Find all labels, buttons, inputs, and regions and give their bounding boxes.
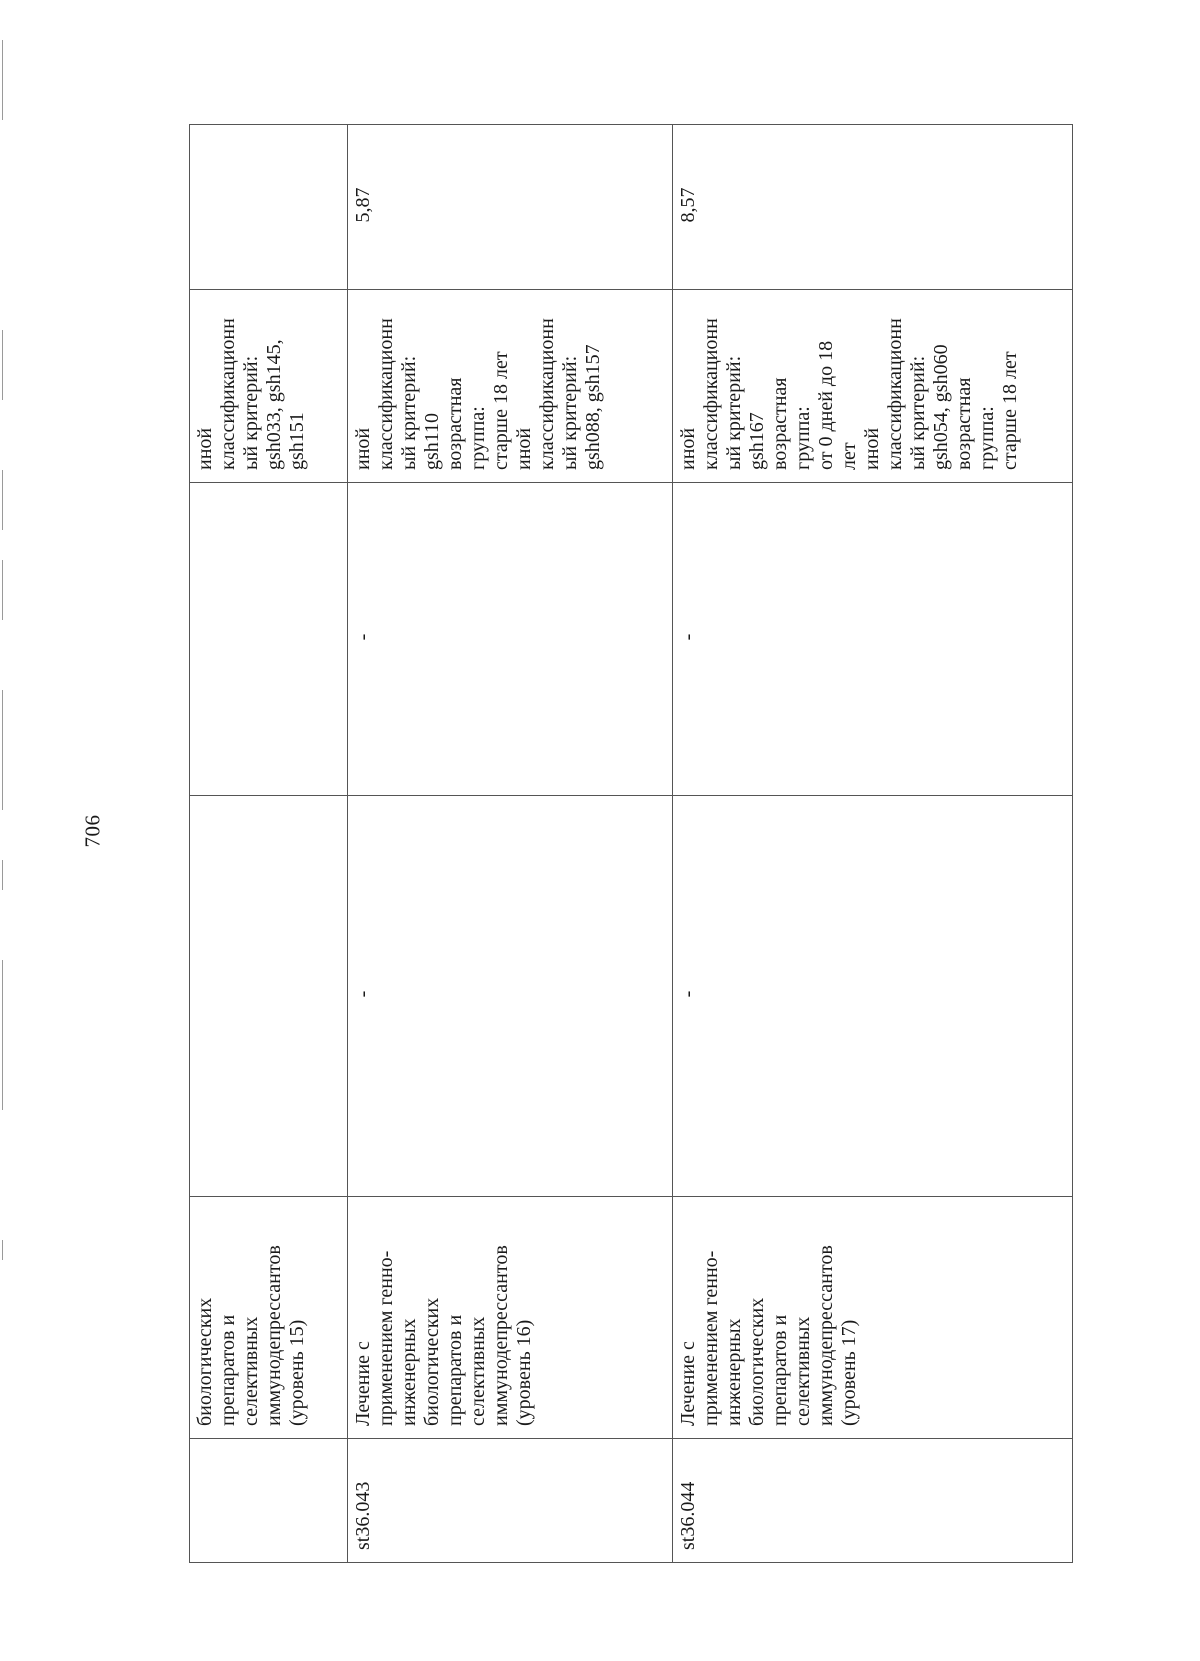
- page-number: 706: [80, 814, 105, 848]
- criteria-cell-line: gsh054, gsh060: [930, 344, 952, 470]
- col4-cell: [190, 483, 348, 796]
- criteria-cell-line: иной: [194, 427, 216, 470]
- criteria-cell-line: от 0 дней до 18: [815, 340, 837, 470]
- table-body: [190, 125, 1073, 1563]
- ksg-name-cell: [673, 1197, 1073, 1439]
- ksg-name-cell-line: селективных: [240, 1316, 262, 1426]
- criteria-cell-line: ый критерий:: [723, 355, 745, 470]
- ksg-name-cell-line: биологических: [194, 1297, 216, 1426]
- col4-cell: -: [348, 483, 673, 796]
- criteria-cell-line: старше 18 лет: [999, 351, 1021, 470]
- criteria-cell: [190, 290, 348, 483]
- criteria-cell-line: классификационн: [884, 318, 906, 470]
- criteria-cell-line: gsh033, gsh145,: [263, 339, 285, 470]
- ksg-name-cell-line: инженерных: [723, 1318, 745, 1426]
- criteria-cell: [673, 290, 1073, 483]
- criteria-cell-line: ый критерий:: [398, 355, 420, 470]
- criteria-cell-line: возрастная: [953, 377, 975, 470]
- criteria-cell-line: возрастная: [444, 377, 466, 470]
- ksg-name-cell-line: селективных: [792, 1316, 814, 1426]
- ksg-name-cell-line: Лечение с: [677, 1341, 699, 1426]
- criteria-cell-line: иной: [352, 427, 374, 470]
- ksg-name-cell-line: иммунодепрессантов: [815, 1245, 837, 1426]
- criteria-cell-line: иной: [513, 427, 535, 470]
- ksg-name-cell-line: (уровень 16): [513, 1319, 535, 1426]
- ksg-name-cell-line: (уровень 17): [838, 1319, 860, 1426]
- criteria-cell-line: классификационн: [217, 318, 239, 470]
- coefficient-cell: [190, 125, 348, 290]
- ksg-name-cell-line: биологических: [746, 1297, 768, 1426]
- coefficient-cell: 8,57: [673, 125, 1073, 290]
- criteria-cell-line: классификационн: [536, 318, 558, 470]
- col3-cell: -: [348, 796, 673, 1197]
- table-row: [673, 125, 1073, 1563]
- table-wrapper: [189, 125, 1072, 1563]
- table-row: [190, 125, 348, 1563]
- ksg-code-cell: st36.043: [348, 1439, 673, 1563]
- criteria-cell-line: старше 18 лет: [490, 351, 512, 470]
- ksg-name-cell-line: препаратов и: [217, 1314, 239, 1426]
- col3-cell: -: [673, 796, 1073, 1197]
- rotated-table-area: [189, 125, 1072, 1563]
- ksg-code-cell: st36.044: [673, 1439, 1073, 1563]
- col3-cell: [190, 796, 348, 1197]
- criteria-cell-line: группа:: [976, 406, 998, 470]
- ksg-name-cell: [190, 1197, 348, 1439]
- ksg-name-cell-line: Лечение с: [352, 1341, 374, 1426]
- criteria-cell-line: классификационн: [375, 318, 397, 470]
- coefficient-cell: 5,87: [348, 125, 673, 290]
- criteria-cell-line: ый критерий:: [559, 355, 581, 470]
- ksg-name-cell-line: иммунодепрессантов: [263, 1245, 285, 1426]
- criteria-cell-line: иной: [677, 427, 699, 470]
- ksg-name-cell-line: биологических: [421, 1297, 443, 1426]
- criteria-cell-line: группа:: [792, 406, 814, 470]
- criteria-cell-line: gsh167: [746, 412, 768, 470]
- tariff-table: [189, 124, 1073, 1563]
- criteria-cell-line: группа:: [467, 406, 489, 470]
- criteria-cell-line: gsh151: [286, 412, 308, 470]
- criteria-cell: [348, 290, 673, 483]
- criteria-cell-line: ый критерий:: [907, 355, 929, 470]
- criteria-cell-line: gsh088, gsh157: [582, 344, 604, 470]
- criteria-cell-line: ый критерий:: [240, 355, 262, 470]
- col4-cell: -: [673, 483, 1073, 796]
- criteria-cell-line: иной: [861, 427, 883, 470]
- ksg-code-cell: [190, 1439, 348, 1563]
- ksg-name-cell-line: применением генно-: [700, 1250, 722, 1426]
- criteria-cell-line: классификационн: [700, 318, 722, 470]
- ksg-name-cell-line: (уровень 15): [286, 1319, 308, 1426]
- ksg-name-cell-line: препаратов и: [769, 1314, 791, 1426]
- ksg-name-cell-line: селективных: [467, 1316, 489, 1426]
- criteria-cell-line: gsh110: [421, 412, 443, 470]
- binding-edge-marks: [0, 0, 6, 1661]
- table-row: [348, 125, 673, 1563]
- ksg-name-cell-line: препаратов и: [444, 1314, 466, 1426]
- criteria-cell-line: возрастная: [769, 377, 791, 470]
- ksg-name-cell-line: применением генно-: [375, 1250, 397, 1426]
- ksg-name-cell-line: иммунодепрессантов: [490, 1245, 512, 1426]
- ksg-name-cell: [348, 1197, 673, 1439]
- ksg-name-cell-line: инженерных: [398, 1318, 420, 1426]
- criteria-cell-line: лет: [838, 442, 860, 470]
